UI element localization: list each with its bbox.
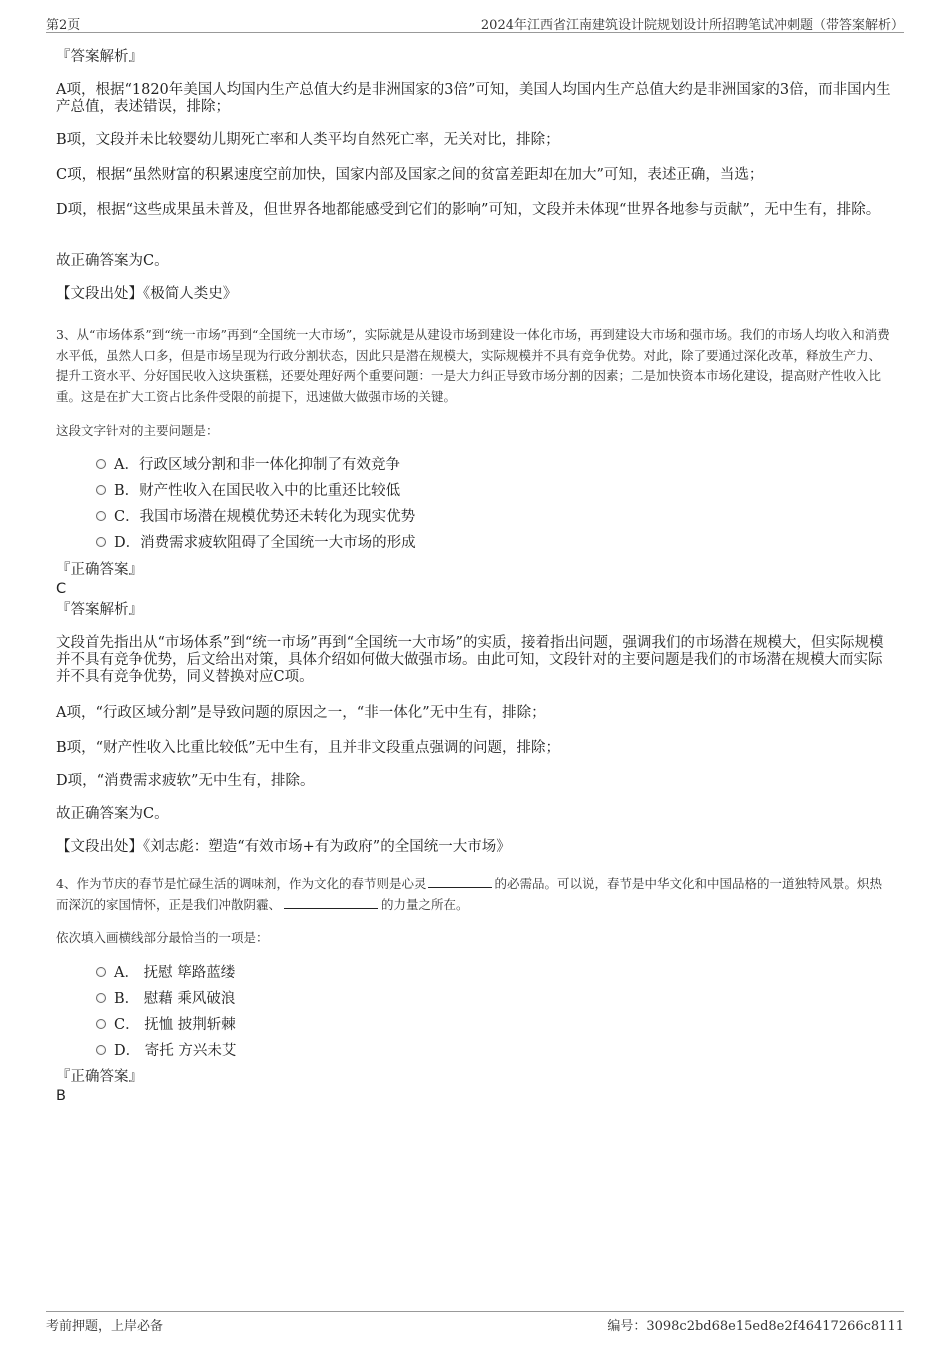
q3-analysis-main: 文段首先指出从“市场体系”到“统一市场”再到“全国统一大市场”的实质，接着指出问题，强调我们的市场潜在规模大，但实际规模并不具有竞争优势，后文给出对策，具体介绍如何做大做强市场。由此可知，文段针对的主要问题是我们的市场潜在规模大而实际并不具有竞争优势，同义替换对应C项。: [56, 635, 884, 685]
option-label: B．财产性收入在国民收入中的比重还比较低: [114, 483, 401, 499]
q2-analysis-label: 『答案解析』: [56, 49, 143, 65]
option-label: C．我国市场潜在规模优势还未转化为现实优势: [114, 509, 416, 525]
option-label: D． 寄托 方兴未艾: [114, 1043, 237, 1059]
option-label: A． 抚慰 筚路蓝缕: [114, 965, 236, 981]
q4-prompt: 依次填入画横线部分最恰当的一项是：: [56, 930, 269, 945]
q3-analysis-b: B项，“财产性收入比重比较低”无中生有，且并非文段重点强调的问题，排除；: [56, 740, 560, 756]
q4-option-d[interactable]: [96, 1042, 236, 1060]
q3-option-a[interactable]: [96, 456, 400, 474]
document-title: 2024年江西省江南建筑设计院规划设计所招聘笔试冲刺题（带答案解析）: [480, 18, 904, 33]
radio-icon[interactable]: [96, 993, 106, 1003]
q2-analysis-c: C项，根据“虽然财富的积累速度空前加快，国家内部及国家之间的贫富差距却在加大”可知，表述正确，当选；: [56, 167, 764, 183]
q4-stem-part2: 的必需品。可以说，春节是中华文化和中国品格的一道独特风景。炽热而深沉的家国情怀，正是我们冲散阴霾、: [56, 876, 882, 912]
radio-icon[interactable]: [96, 485, 106, 495]
option-label: C． 抚恤 披荆斩棘: [114, 1017, 236, 1033]
q2-analysis-a: A项，根据“1820年美国人均国内生产总值大约是非洲国家的3倍”可知，美国人均国内生产总值大约是非洲国家的3倍，而非国内生产总值，表述错误，排除；: [56, 82, 891, 115]
radio-icon[interactable]: [96, 1045, 106, 1055]
q4-stem-part1: 4、作为节庆的春节是忙碌生活的调味剂，作为文化的春节则是心灵: [56, 876, 427, 891]
option-label: B． 慰藉 乘风破浪: [114, 991, 236, 1007]
radio-icon[interactable]: [96, 459, 106, 469]
q4-option-b[interactable]: [96, 990, 235, 1008]
q4-stem: [56, 874, 892, 915]
q3-answer: C: [56, 581, 67, 597]
q2-analysis-d: D项，根据“这些成果虽未普及，但世界各地都能感受到它们的影响”可知，文段并未体现“世界各地参与贡献”，无中生有，排除。: [56, 202, 881, 218]
fill-blank-1: [428, 875, 492, 888]
q2-analysis-b: B项，文段并未比较婴幼儿期死亡率和人类平均自然死亡率，无关对比，排除；: [56, 132, 560, 148]
fill-blank-2: [284, 896, 378, 909]
q3-option-b[interactable]: [96, 482, 400, 500]
radio-icon[interactable]: [96, 511, 106, 521]
q4-option-c[interactable]: [96, 1016, 236, 1034]
q2-conclusion: 故正确答案为C。: [56, 253, 169, 269]
page-number: 第2页: [46, 18, 81, 33]
option-label: A．行政区域分割和非一体化抑制了有效竞争: [114, 457, 400, 473]
q3-option-d[interactable]: [96, 534, 416, 552]
q4-answer: B: [56, 1088, 66, 1104]
page-header: [46, 14, 904, 33]
radio-icon[interactable]: [96, 967, 106, 977]
q3-prompt: 这段文字针对的主要问题是：: [56, 423, 219, 438]
document-id: 编号：3098c2bd68e15ed8e2f46417266c8111: [607, 1319, 904, 1334]
option-label: D．消费需求疲软阻碍了全国统一大市场的形成: [114, 535, 416, 551]
q2-source: 【文段出处】《极简人类史》: [56, 286, 238, 302]
q3-conclusion: 故正确答案为C。: [56, 806, 169, 822]
q4-stem-part3: 的力量之所在。: [381, 896, 469, 912]
radio-icon[interactable]: [96, 1019, 106, 1029]
q3-analysis-d: D项，“消费需求疲软”无中生有，排除。: [56, 773, 315, 789]
q3-option-c[interactable]: [96, 508, 415, 526]
page-footer: [46, 1311, 904, 1334]
q3-answer-label: 『正确答案』: [56, 562, 143, 578]
footer-slogan: 考前押题，上岸必备: [46, 1319, 164, 1334]
q4-answer-label: 『正确答案』: [56, 1069, 143, 1085]
q3-analysis-a: A项，“行政区域分割”是导致问题的原因之一，“非一体化”无中生有，排除；: [56, 705, 546, 721]
radio-icon[interactable]: [96, 537, 106, 547]
q3-analysis-label: 『答案解析』: [56, 602, 143, 618]
q4-option-a[interactable]: [96, 964, 235, 982]
q3-source: 【文段出处】《刘志彪：塑造“有效市场+有为政府”的全国统一大市场》: [56, 839, 511, 855]
q3-stem: 3、从“市场体系”到“统一市场”再到“全国统一大市场”，实际就是从建设市场到建设一体化市场，再到建设大市场和强市场。我们的市场人均收入和消费水平低，虽然人口多，但是市场呈现为行政分割状态，因此只是潜在规模大，实际规模并不具有竞争优势。对此，除了要通过深化改革，释放生产力、提升工资水平、分好国民收入这块蛋糕，还要处理好两个重要问题：一是大力纠正导致市场分割的因素；二是加快资本市场化建设，提高财产性收入比重。这是在扩大工资占比条件受限的前提下，迅速做大做强市场的关键。: [56, 327, 890, 404]
